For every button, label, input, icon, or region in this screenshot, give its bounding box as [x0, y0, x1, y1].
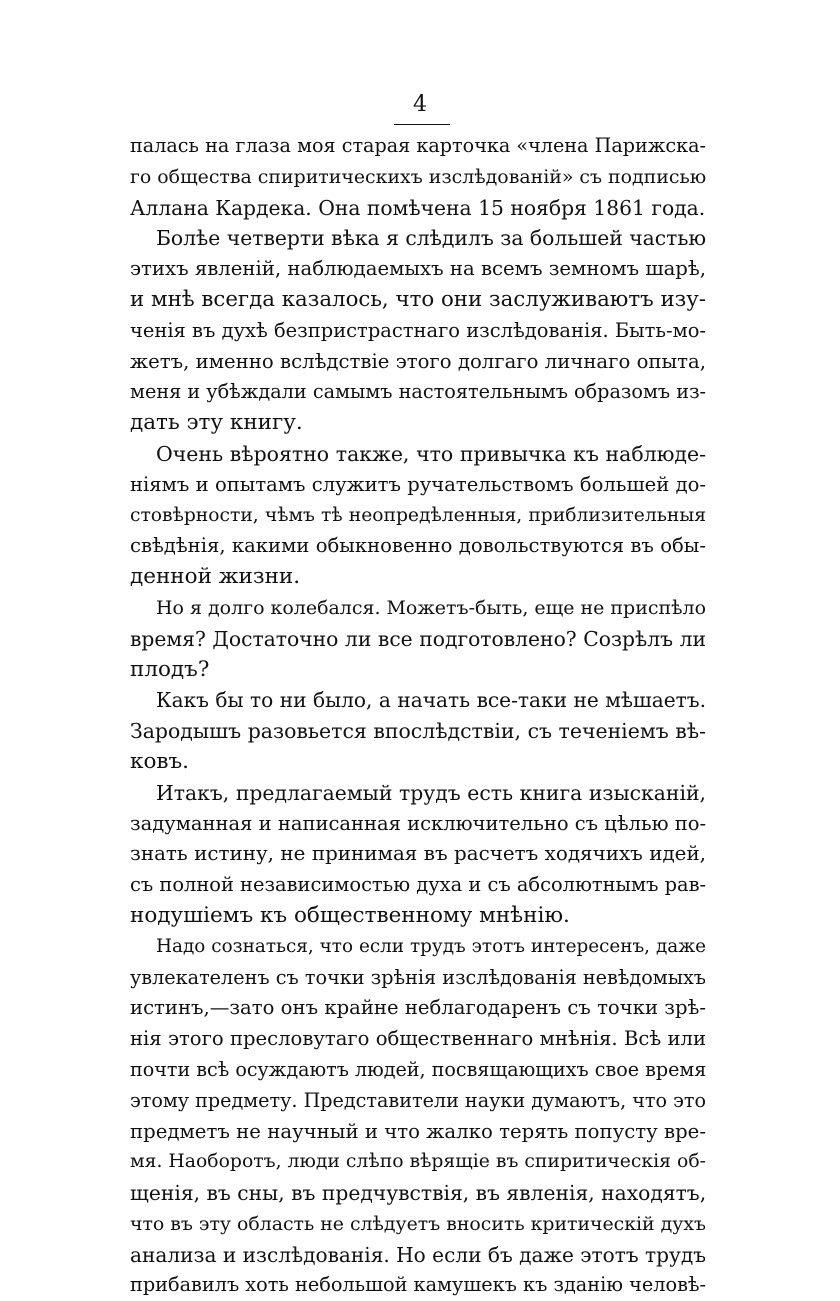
paragraph [130, 593, 706, 685]
text-line: ніямъ и опытамъ служитъ ручательствомъ большей до- [130, 472, 706, 496]
text-line: прибавилъ хоть небольшой камушекъ къ зданію человѣ- [130, 1273, 707, 1297]
text-line: Очень вѣроятно также, что привычка къ наблюде- [156, 441, 706, 466]
text-line: Надо сознаться, что если трудъ этотъ интересенъ, даже [156, 935, 706, 957]
text-line: плодъ? [130, 656, 210, 682]
text-line: Но я долго колебался. Можетъ-быть, еще не приспѣло [156, 596, 707, 619]
body-text [130, 131, 706, 1301]
text-line: съ полной независимостью духа и съ абсолютнымъ рав- [130, 873, 707, 897]
paragraph [130, 685, 706, 777]
text-line: ченія въ духѣ безпристрастнаго изслѣдованія. Быть-мо- [130, 318, 706, 342]
text-line: Болѣе четверти вѣка я слѣдилъ за большей частью [156, 226, 707, 251]
text-line: этихъ явленій, наблюдаемыхъ на всемъ земномъ шарѣ, [130, 257, 706, 281]
text-line: этому предмету. Представители науки думаютъ, что это [130, 1088, 706, 1112]
text-line: Зародышъ разовьется впослѣдствіи, съ теченіемъ вѣ- [130, 719, 706, 744]
paragraph [130, 932, 706, 1301]
text-line: и мнѣ всегда казалось, что они заслуживаютъ изу- [130, 286, 706, 312]
text-line: стовѣрности, чѣмъ тѣ неопредѣленныя, приблизительныя [130, 504, 706, 526]
paragraph [130, 439, 706, 593]
text-line: анализа и изслѣдованія. Но если бъ даже этотъ трудъ [130, 1242, 706, 1267]
text-line: денной жизни. [130, 564, 301, 590]
paragraph [130, 131, 706, 223]
text-line: нодушіемъ къ общественному мнѣнію. [130, 902, 570, 928]
text-line: свѣдѣнія, какими обыкновенно довольствуются въ обы- [130, 534, 706, 558]
text-line: дать эту книгу. [130, 410, 303, 436]
text-line: Аллана Кардека. Она помѣчена 15 ноября 1861 года. [130, 195, 706, 220]
text-line: время? Достаточно ли все подготовлено? Созрѣлъ ли [130, 626, 706, 651]
text-line: меня и убѣждали самымъ настоятельнымъ образомъ из- [130, 380, 707, 404]
text-line: ковъ. [130, 748, 189, 774]
page-number: 4 [413, 92, 427, 117]
text-line: что въ эту область не слѣдуетъ вносить критическій духъ [130, 1212, 706, 1235]
text-line: го общества спиритическихъ изслѣдованій» съ подписью [130, 165, 707, 188]
text-line: мя. Наоборотъ, люди слѣпо вѣрящіе въ спиритическія об- [130, 1151, 706, 1173]
text-line: предметъ не научный и что жалко терять попусту вре- [130, 1119, 706, 1143]
paragraph [130, 223, 706, 439]
text-line: увлекателенъ съ точки зрѣнія изслѣдованія невѣдомыхъ [130, 965, 706, 989]
text-line: Какъ бы то ни было, а начать все-таки не мѣшаетъ. [156, 688, 706, 713]
text-line: жетъ, именно вслѣдствіе этого долгаго личнаго опыта, [130, 349, 706, 373]
text-line: почти всѣ осуждаютъ людей, посвящающихъ свое время [130, 1057, 707, 1081]
text-line: нія этого пресловутаго общественнаго мнѣнія. Всѣ или [130, 1027, 706, 1051]
paragraph [130, 778, 706, 932]
text-line: знать истину, не принимая въ расчетъ ходячихъ идей, [130, 842, 706, 866]
text-line: Итакъ, предлагаемый трудъ есть книга изысканій, [156, 780, 706, 805]
text-line: палась на глаза моя старая карточка «члена Парижска- [130, 134, 706, 157]
page-number-rule [394, 124, 450, 125]
text-line: истинъ,—зато онъ крайне неблагодаренъ съ точки зрѣ- [130, 996, 706, 1020]
text-line: задуманная и написанная исключительно съ цѣлью по- [130, 811, 707, 835]
text-line: щенія, въ сны, въ предчувствія, въ явленія, находятъ, [130, 1181, 707, 1206]
